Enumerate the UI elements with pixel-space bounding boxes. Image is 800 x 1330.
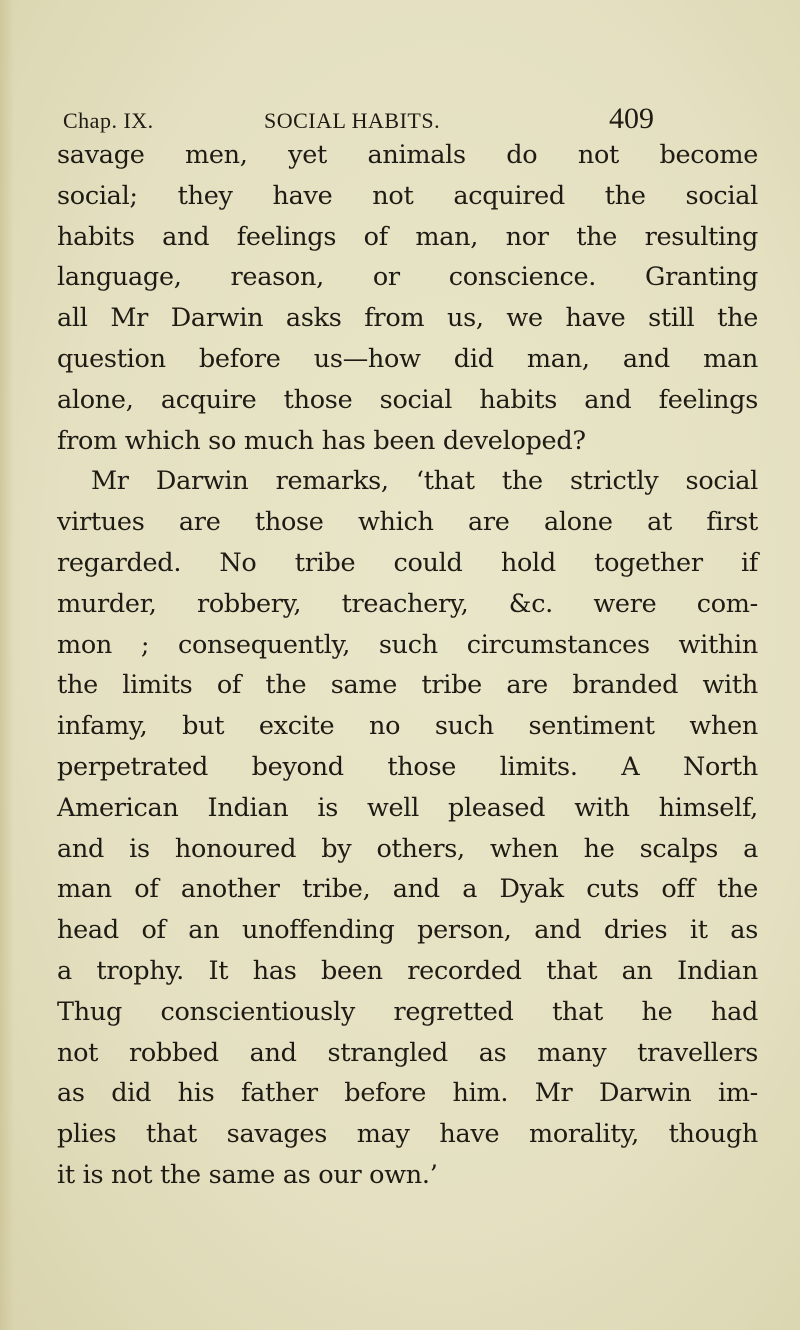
text-line: savage men, yet animals do not become xyxy=(57,140,758,170)
text-line: a trophy. It has been recorded that an Indian xyxy=(57,955,758,986)
text-line: perpetrated beyond those limits. A North xyxy=(57,751,758,782)
text-line: infamy, but excite no such sentiment when xyxy=(57,711,758,742)
text-line: murder, robbery, treachery, &c. were com- xyxy=(57,588,758,619)
chapter-label: Chap. IX. xyxy=(63,108,154,133)
text-line: and is honoured by others, when he scalps a xyxy=(57,833,758,864)
text-line: head of an unoffending person, and dries it as xyxy=(57,915,758,946)
text-line: as did his father before him. Mr Darwin im- xyxy=(57,1078,758,1109)
text-line: plies that savages may have morality, though xyxy=(57,1119,758,1150)
text-line: man of another tribe, and a Dyak cuts off the xyxy=(57,874,758,905)
page-number: 409 xyxy=(609,102,654,135)
text-line: Thug conscientiously regretted that he had xyxy=(57,996,758,1027)
text-line: all Mr Darwin asks from us, we have still the xyxy=(57,303,758,334)
running-title: SOCIAL HABITS. xyxy=(264,108,441,133)
text-line: Mr Darwin remarks, ‘that the strictly social xyxy=(91,466,758,497)
text-line: language, reason, or conscience. Granting xyxy=(57,262,758,293)
running-header xyxy=(63,104,663,138)
text-line: question before us—how did man, and man xyxy=(57,343,758,374)
page-edge-shadow xyxy=(0,0,14,1330)
text-line: alone, acquire those social habits and feelings xyxy=(57,384,758,415)
text-line: habits and feelings of man, nor the resulting xyxy=(57,221,758,252)
text-line: regarded. No tribe could hold together if xyxy=(57,547,758,578)
text-line: from which so much has been developed? xyxy=(57,425,586,456)
text-line: American Indian is well pleased with himself, xyxy=(57,792,758,823)
text-line: not robbed and strangled as many travellers xyxy=(57,1037,758,1068)
text-line: the limits of the same tribe are branded with xyxy=(57,670,758,701)
text-line: it is not the same as our own.’ xyxy=(57,1159,438,1190)
text-line: social; they have not acquired the social xyxy=(57,180,758,211)
text-line: mon ; consequently, such circumstances within xyxy=(57,629,758,660)
body-text xyxy=(57,135,758,1196)
text-line: virtues are those which are alone at first xyxy=(57,507,758,538)
